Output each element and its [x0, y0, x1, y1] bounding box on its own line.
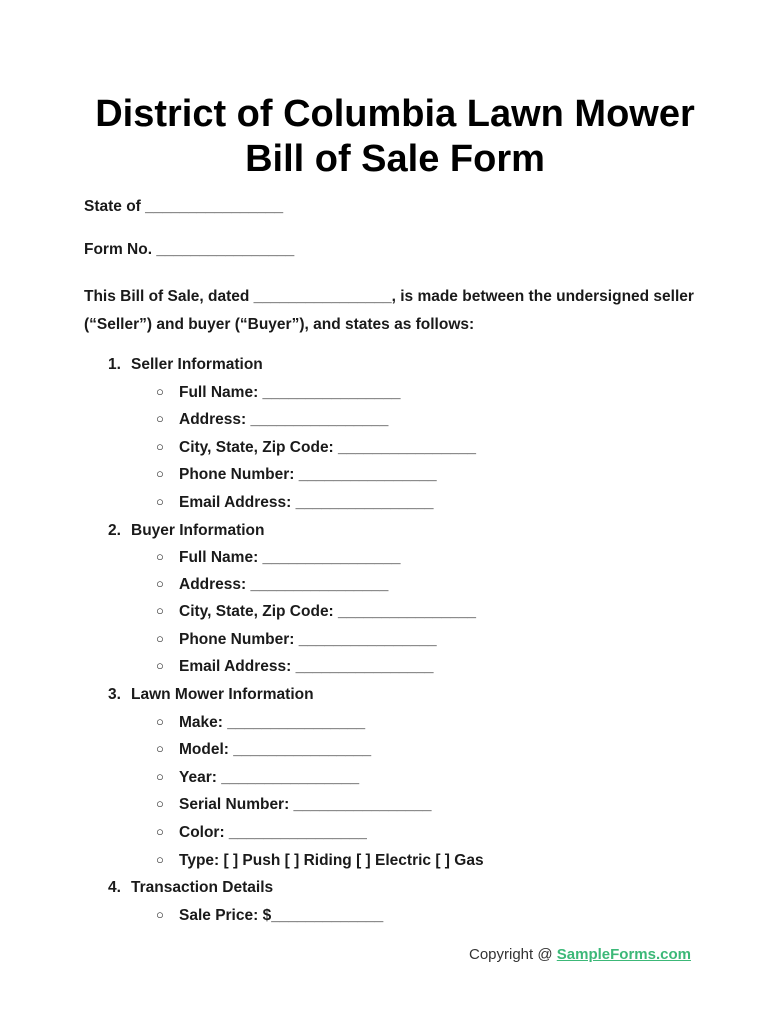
buyer-email-field: Email Address: ________________	[179, 658, 434, 675]
buyer-full-name-field: Full Name: ________________	[179, 549, 401, 566]
section-number: 2.	[108, 522, 121, 539]
circle-bullet-icon: ○	[156, 603, 164, 618]
circle-bullet-icon: ○	[156, 907, 164, 922]
list-item	[156, 796, 432, 814]
list-item	[156, 852, 484, 870]
seller-email-field: Email Address: ________________	[179, 494, 434, 511]
section-number: 1.	[108, 356, 121, 373]
mower-type-field: Type: [ ] Push [ ] Riding [ ] Electric [ ] Gas	[179, 852, 484, 869]
circle-bullet-icon: ○	[156, 411, 164, 426]
list-item	[156, 576, 388, 594]
circle-bullet-icon: ○	[156, 741, 164, 756]
list-item	[156, 907, 383, 925]
list-item	[156, 466, 437, 484]
circle-bullet-icon: ○	[156, 796, 164, 811]
circle-bullet-icon: ○	[156, 466, 164, 481]
sale-price-field: Sale Price: $_____________	[179, 907, 384, 924]
list-item	[156, 824, 367, 842]
circle-bullet-icon: ○	[156, 852, 164, 867]
list-item	[156, 714, 365, 732]
seller-city-field: City, State, Zip Code: ________________	[179, 439, 476, 456]
intro-paragraph: This Bill of Sale, dated ________________, is made between the undersigned seller (“Seller”) and buyer (“Buyer”), and states as follows:	[84, 288, 694, 333]
mower-model-field: Model: ________________	[179, 741, 372, 758]
section-heading-text: Lawn Mower Information	[131, 686, 314, 703]
copyright-text: Copyright @	[469, 946, 557, 963]
list-item	[156, 384, 400, 402]
section-transaction-heading	[108, 879, 273, 897]
list-item	[156, 549, 400, 567]
form-number-field: Form No. ________________	[84, 241, 295, 258]
circle-bullet-icon: ○	[156, 824, 164, 839]
mower-serial-field: Serial Number: ________________	[179, 796, 432, 813]
circle-bullet-icon: ○	[156, 494, 164, 509]
buyer-city-field: City, State, Zip Code: ________________	[179, 603, 476, 620]
mower-make-field: Make: ________________	[179, 714, 366, 731]
section-number: 3.	[108, 686, 121, 703]
seller-phone-field: Phone Number: ________________	[179, 466, 437, 483]
title-line-2: Bill of Sale Form	[245, 138, 545, 180]
copyright-footer	[469, 946, 691, 963]
seller-address-field: Address: ________________	[179, 411, 389, 428]
circle-bullet-icon: ○	[156, 549, 164, 564]
mower-color-field: Color: ________________	[179, 824, 367, 841]
circle-bullet-icon: ○	[156, 714, 164, 729]
state-of-field: State of ________________	[84, 198, 284, 215]
list-item	[156, 603, 476, 621]
mower-year-field: Year: ________________	[179, 769, 360, 786]
buyer-phone-field: Phone Number: ________________	[179, 631, 437, 648]
list-item	[156, 769, 359, 787]
list-item	[156, 411, 388, 429]
buyer-address-field: Address: ________________	[179, 576, 389, 593]
title-line-1: District of Columbia Lawn Mower	[95, 93, 695, 135]
circle-bullet-icon: ○	[156, 439, 164, 454]
list-item	[156, 439, 476, 457]
section-heading-text: Transaction Details	[131, 879, 274, 896]
circle-bullet-icon: ○	[156, 658, 164, 673]
list-item	[156, 658, 434, 676]
section-number: 4.	[108, 879, 121, 896]
circle-bullet-icon: ○	[156, 576, 164, 591]
section-mower-heading	[108, 686, 314, 704]
section-seller-heading	[108, 356, 263, 374]
circle-bullet-icon: ○	[156, 769, 164, 784]
circle-bullet-icon: ○	[156, 384, 164, 399]
circle-bullet-icon: ○	[156, 631, 164, 646]
section-buyer-heading	[108, 522, 264, 540]
seller-full-name-field: Full Name: ________________	[179, 384, 401, 401]
document-title	[0, 92, 778, 182]
list-item	[156, 494, 434, 512]
section-heading-text: Buyer Information	[131, 522, 265, 539]
list-item	[156, 741, 371, 759]
brand-link[interactable]: SampleForms.com	[556, 946, 691, 963]
section-heading-text: Seller Information	[131, 356, 263, 373]
list-item	[156, 631, 437, 649]
